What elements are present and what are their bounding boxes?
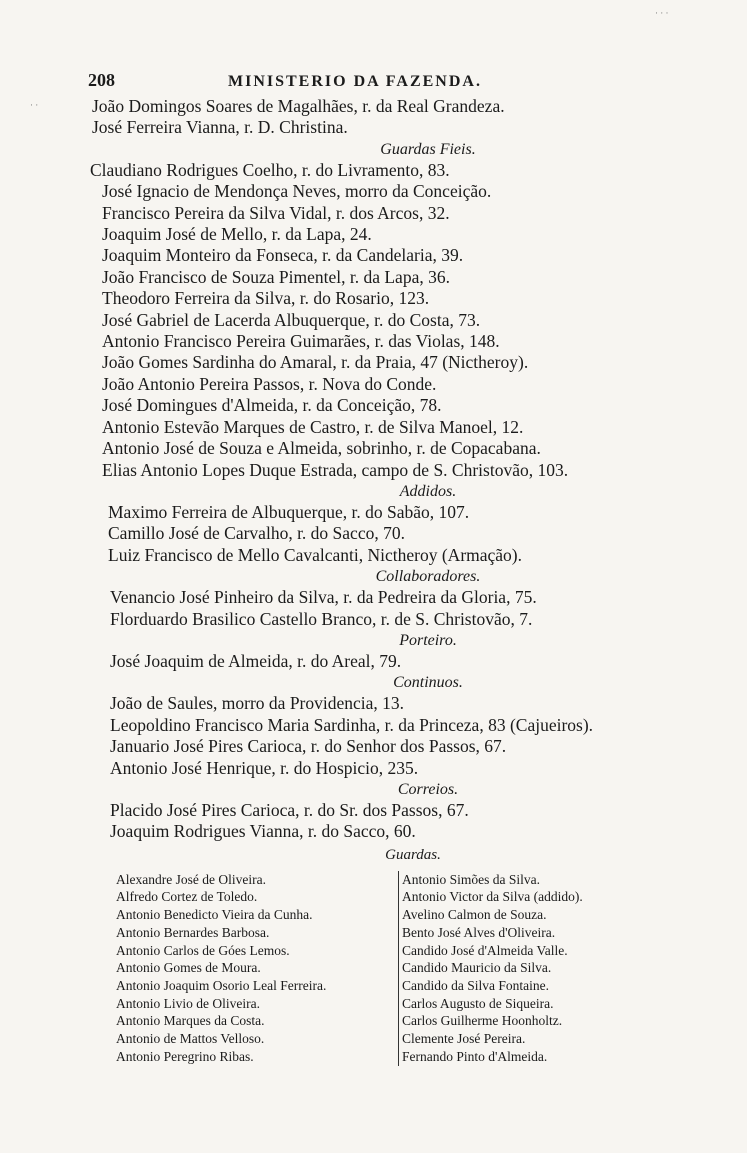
list-item: Antonio Bernardes Barbosa. [116, 924, 270, 940]
entry-line: Camillo José de Carvalho, r. do Sacco, 70. [108, 523, 405, 544]
entry-line: Florduardo Brasilico Castello Branco, r. de S. Christovão, 7. [110, 608, 533, 629]
entry-line: João de Saules, morro da Providencia, 13. [110, 693, 405, 714]
list-item: Avelino Calmon de Souza. [402, 907, 547, 923]
page-header [88, 70, 688, 96]
guardas-left-column [116, 871, 398, 1066]
section-porteiro [88, 630, 688, 672]
list-item: Antonio Benedicto Vieira da Cunha. [116, 907, 313, 923]
entry-line: João Francisco de Souza Pimentel, r. da Lapa, 36. [102, 266, 450, 287]
entry-line: José Ferreira Vianna, r. D. Christina. [92, 117, 348, 138]
guardas-columns [116, 871, 688, 1066]
entry-line: Januario José Pires Carioca, r. do Senhor dos Passos, 67. [110, 736, 507, 757]
list-item: Candido da Silva Fontaine. [402, 978, 549, 993]
entry-line: Placido José Pires Carioca, r. do Sr. dos Passos, 67. [110, 799, 469, 820]
entry-line: Leopoldino Francisco Maria Sardinha, r. da Princeza, 83 (Cajueiros). [110, 714, 594, 735]
entry-line: Joaquim Rodrigues Vianna, r. do Sacco, 60. [110, 821, 416, 842]
list-item: Bento José Alves d'Oliveira. [402, 924, 556, 940]
entry-line: Joaquim Monteiro da Fonseca, r. da Candelaria, 39. [102, 245, 464, 266]
section-continuos [88, 672, 688, 779]
list-item: Candido Mauricio da Silva. [402, 960, 552, 976]
entry-line: João Gomes Sardinha do Amaral, r. da Praia, 47 (Nictheroy). [102, 352, 529, 373]
section-title: Addidos. [399, 482, 457, 500]
list-item: Clemente José Pereira. [402, 1031, 526, 1047]
list-item: Antonio Livio de Oliveira. [116, 995, 260, 1011]
entry-line: Maximo Ferreira de Albuquerque, r. do Sabão, 107. [108, 501, 470, 522]
list-item: Antonio Gomes de Moura. [116, 960, 261, 976]
list-item: Antonio Joaquim Osorio Leal Ferreira. [116, 978, 327, 993]
entry-line: Antonio José Henrique, r. do Hospicio, 235. [110, 757, 419, 778]
entry-line: Antonio Francisco Pereira Guimarães, r. das Violas, 148. [102, 331, 500, 352]
guardas-right-column [398, 871, 583, 1066]
opening-lines [92, 96, 688, 139]
list-item: Candido José d'Almeida Valle. [402, 942, 568, 958]
section-correios [88, 779, 688, 843]
document-page [88, 70, 688, 1066]
section-guardas-fieis [88, 139, 688, 481]
section-title: Guardas Fieis. [380, 140, 476, 158]
ink-speck: · · [30, 100, 39, 110]
list-item: Alexandre José de Oliveira. [116, 871, 266, 887]
section-title: Continuos. [393, 674, 463, 692]
entry-line: José Domingues d'Almeida, r. da Conceição, 78. [102, 395, 442, 416]
list-item: Antonio Marques da Costa. [116, 1013, 265, 1029]
entry-line: Claudiano Rodrigues Coelho, r. do Livramento, 83. [90, 159, 450, 180]
entry-line: Luiz Francisco de Mello Cavalcanti, Nictheroy (Armação). [108, 544, 523, 565]
entry-line: João Antonio Pereira Passos, r. Nova do Conde. [102, 373, 437, 394]
entry-line: Elias Antonio Lopes Duque Estrada, campo de S. Christovão, 103. [102, 459, 569, 480]
list-item: Antonio Simões da Silva. [402, 871, 540, 887]
list-item: Antonio Carlos de Góes Lemos. [116, 942, 290, 958]
list-item: Carlos Augusto de Siqueira. [402, 995, 554, 1011]
entry-line: João Domingos Soares de Magalhães, r. da Real Grandeza. [92, 96, 505, 116]
entry-line: José Ignacio de Mendonça Neves, morro da Conceição. [102, 181, 492, 202]
list-item: Antonio de Mattos Velloso. [116, 1031, 265, 1047]
list-item: Carlos Guilherme Hoonholtz. [402, 1013, 563, 1029]
entry-line: Theodoro Ferreira da Silva, r. do Rosario, 123. [102, 288, 430, 309]
ink-speck: · · · [655, 8, 669, 18]
entry-line: Venancio José Pinheiro da Silva, r. da Pedreira da Gloria, 75. [110, 587, 537, 608]
list-item: Antonio Victor da Silva (addido). [402, 889, 583, 905]
section-guardas [88, 845, 688, 1066]
entry-line: Francisco Pereira da Silva Vidal, r. dos Arcos, 32. [102, 202, 450, 223]
entry-line: José Gabriel de Lacerda Albuquerque, r. do Costa, 73. [102, 309, 481, 330]
running-head: MINISTERIO DA FAZENDA. [228, 73, 482, 90]
entry-line: Antonio Estevão Marques de Castro, r. de Silva Manoel, 12. [102, 416, 524, 437]
entry-line: José Joaquim de Almeida, r. do Areal, 79. [110, 650, 402, 671]
list-item: Alfredo Cortez de Toledo. [116, 889, 258, 905]
section-title: Correios. [397, 780, 459, 798]
page-number: 208 [88, 70, 115, 90]
section-title: Guardas. [385, 846, 441, 863]
section-collaboradores [88, 566, 688, 630]
list-item: Fernando Pinto d'Almeida. [402, 1048, 548, 1064]
list-item: Antonio Peregrino Ribas. [116, 1048, 254, 1064]
section-addidos [88, 481, 688, 566]
entry-line: Antonio José de Souza e Almeida, sobrinho, r. de Copacabana. [102, 438, 541, 459]
section-title: Collaboradores. [375, 568, 481, 586]
section-title: Porteiro. [399, 631, 457, 649]
entry-line: Joaquim José de Mello, r. da Lapa, 24. [102, 224, 372, 245]
